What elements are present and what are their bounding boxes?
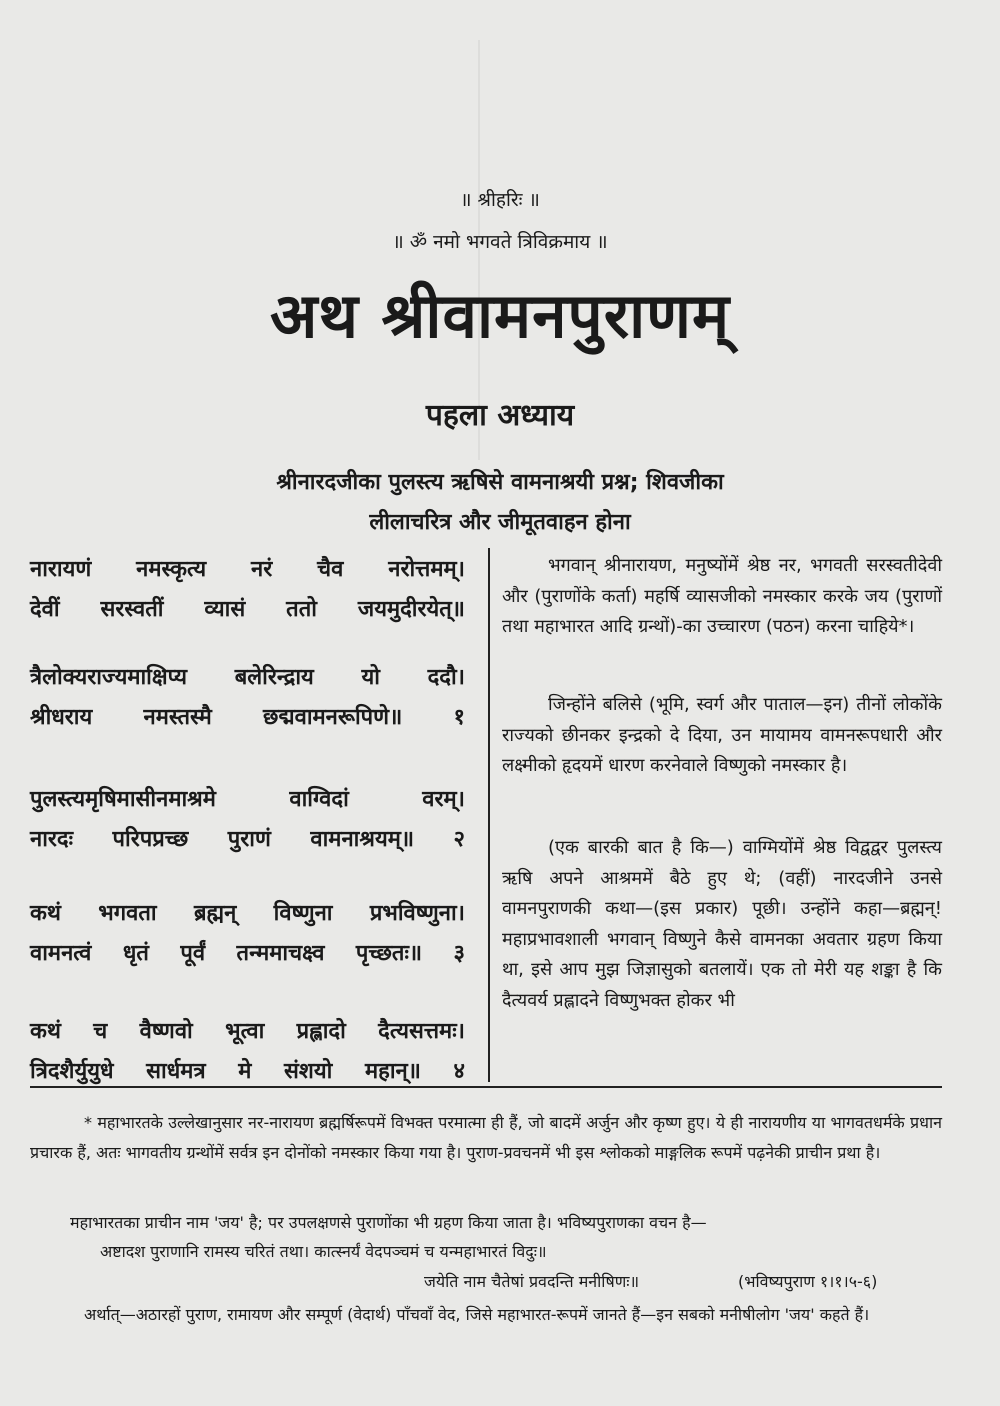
- verse-line: त्रिदशैर्युयुधे सार्धमत्र मे संशयो महान्॥ ४: [30, 1059, 465, 1084]
- footnote-verse-reference: (भविष्यपुराण १।१।५-६): [738, 1272, 878, 1291]
- footnote-paragraph-3: अर्थात्—अठारहों पुराण, रामायण और सम्पूर्ण (वेदार्थ) पाँचवाँ वेद, जिसे महाभारत-रूपमें जानते हैं—इन सबको मनीषीलोग 'जय' कहते हैं।: [84, 1305, 870, 1324]
- verse-line: कथं भगवता ब्रह्मन् विष्णुना प्रभविष्णुना।: [30, 901, 465, 926]
- verse-line: कथं च वैष्णवो भूत्वा प्रह्लादो दैत्यसत्तमः।: [30, 1019, 465, 1044]
- footnote-paragraph-2: महाभारतका प्राचीन नाम 'जय' है; पर उपलक्षणसे पुराणोंका भी ग्रहण किया जाता है। भविष्यपुराणका वचन है—: [70, 1213, 707, 1232]
- footnote-divider: [30, 1086, 942, 1088]
- invocation-shrihari: ॥ श्रीहरिः ॥: [460, 189, 540, 211]
- translation-paragraph-3: (एक बारकी बात है कि—) वाग्मियोंमें श्रेष्ठ विद्वद्वर पुलस्त्य ऋषि अपने आश्रममें बैठे हुए थे; (वहीं) नारदजीने उनसे वामनपुराणकी कथा—(इस प्रकार) पूछी। उन्होंने कहा—ब्रह्मन्! महाप्रभावशाली भगवान् विष्णुने कैसे वामनका अवतार ग्रहण किया था, इसे आप मुझ जिज्ञासुको बतलायें। एक तो मेरी यह शङ्का है कि दैत्यवर्य प्रह्लादने विष्णुभक्त होकर भी: [502, 837, 942, 1011]
- chapter-subtitle-line2: लीलाचरित्र और जीमूतवाहन होना: [369, 510, 631, 535]
- verse-line: श्रीधराय नमस्तस्मै छद्मवामनरूपिणे॥ १: [30, 705, 465, 730]
- chapter-subtitle-line1: श्रीनारदजीका पुलस्त्य ऋषिसे वामनाश्रयी प्रश्न; शिवजीका: [276, 470, 724, 495]
- verse-4: [30, 894, 465, 974]
- verse-line: त्रैलोक्यराज्यमाक्षिप्य बलेरिन्द्राय यो ददौ।: [30, 665, 465, 690]
- verse-3: [30, 780, 465, 860]
- invocation-trivikrama: ॥ ॐ नमो भगवते त्रिविक्रमाय ॥: [392, 231, 608, 253]
- page-title: अथ श्रीवामनपुराणम्: [269, 279, 731, 352]
- verse-5: [30, 1012, 465, 1092]
- translation-paragraph-1: भगवान् श्रीनारायण, मनुष्योंमें श्रेष्ठ नर, भगवती सरस्वतीदेवी और (पुराणोंके कर्ता) महर्षि व्यासजीको नमस्कार करके जय (पुराणों तथा महाभारत आदि ग्रन्थों)-का उच्चारण (पठन) करना चाहिये*।: [502, 555, 942, 637]
- verse-line: देवीं सरस्वतीं व्यासं ततो जयमुदीरयेत्॥: [30, 597, 465, 622]
- verse-2: [30, 658, 465, 738]
- column-divider: [488, 548, 490, 1082]
- verse-line: वामनत्वं धृतं पूर्वं तन्ममाचक्ष्व पृच्छतः॥ ३: [30, 941, 465, 966]
- verse-1: [30, 550, 465, 630]
- verse-line: नारायणं नमस्कृत्य नरं चैव नरोत्तमम्।: [30, 557, 465, 582]
- footnote-verse-line2: जयेति नाम चैतेषां प्रवदन्ति मनीषिणः॥: [424, 1272, 640, 1291]
- verse-line: नारदः परिपप्रच्छ पुराणं वामनाश्रयम्॥ २: [30, 827, 465, 852]
- footnote-verse-line1: अष्टादश पुराणानि रामस्य चरितं तथा। कात्स्नर्यं वेदपञ्चमं च यन्महाभारतं विदुः॥: [100, 1242, 547, 1261]
- footnote-paragraph-1: * महाभारतके उल्लेखानुसार नर-नारायण ब्रह्मर्षिरूपमें विभक्त परमात्मा ही हैं, जो बादमें अर्जुन और कृष्ण हुए। ये ही नारायणीय या भागवतधर्मके प्रधान प्रचारक हैं, अतः भागवतीय ग्रन्थोंमें सर्वत्र इन दोनोंको नमस्कार किया गया है। पुराण-प्रवचनमें भी इस श्लोकको माङ्गलिक रूपमें पढ़नेकी प्राचीन प्रथा है।: [30, 1113, 942, 1162]
- verse-line: पुलस्त्यमृषिमासीनमाश्रमे वाग्विदां वरम्।: [30, 787, 465, 812]
- chapter-title: पहला अध्याय: [425, 398, 575, 433]
- translation-paragraph-2: जिन्होंने बलिसे (भूमि, स्वर्ग और पाताल—इन) तीनों लोकोंके राज्यको छीनकर इन्द्रको दे दिया, उन मायामय वामनरूपधारी और लक्ष्मीको हृदयमें धारण करनेवाले विष्णुको नमस्कार है।: [502, 694, 942, 776]
